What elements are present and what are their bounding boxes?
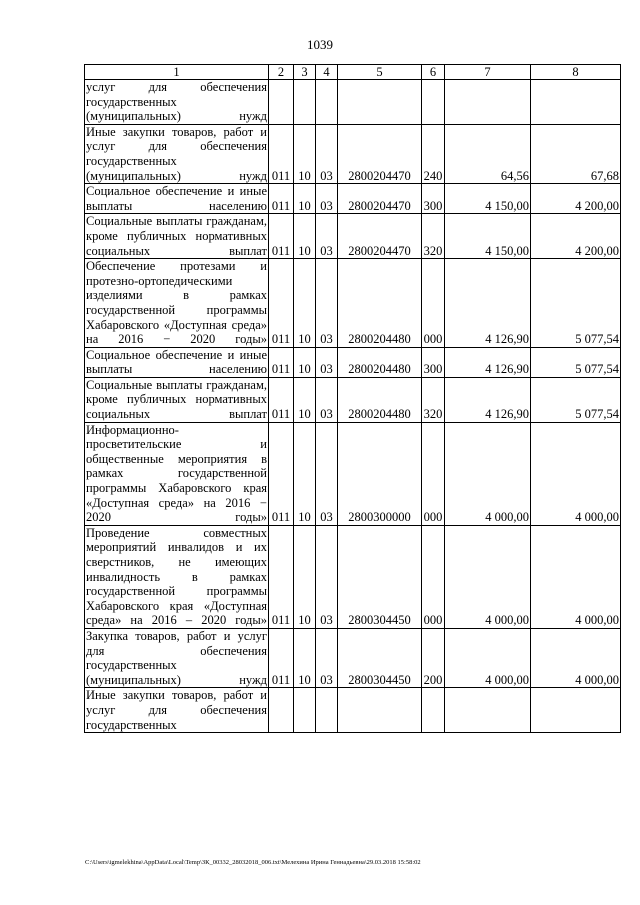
cell-expense-type: 000 xyxy=(422,525,445,628)
column-header: 3 xyxy=(294,65,316,80)
cell-ministry-code: 011 xyxy=(269,525,294,628)
table-header-row xyxy=(85,65,621,80)
table-row xyxy=(85,124,621,183)
cell-subsection: 03 xyxy=(316,214,338,259)
cell-expense-type xyxy=(422,80,445,125)
cell-expense-type: 300 xyxy=(422,184,445,214)
cell-subsection: 03 xyxy=(316,422,338,525)
cell-amount-year1: 4 126,90 xyxy=(445,347,531,377)
cell-target-article: 2800304450 xyxy=(338,628,422,687)
cell-name: Закупка товаров, работ и услуг для обеспечения государственных (муниципальных) нужд xyxy=(86,628,267,687)
cell-ministry-code xyxy=(269,688,294,733)
file-path-footer: C:\Users\igmelekhina\AppData\Local\Temp\ЗК_00332_28032018_006.txt\Мелехина Ирина Геннадьевна\29.03.2018 15:58:02 xyxy=(85,859,421,866)
cell-ministry-code: 011 xyxy=(269,124,294,183)
cell-subsection: 03 xyxy=(316,184,338,214)
cell-expense-type: 000 xyxy=(422,259,445,348)
cell-amount-year1: 4 150,00 xyxy=(445,214,531,259)
cell-amount-year2: 5 077,54 xyxy=(531,259,621,348)
column-header: 1 xyxy=(85,65,269,80)
cell-section: 10 xyxy=(294,628,316,687)
cell-amount-year1: 4 126,90 xyxy=(445,259,531,348)
cell-expense-type: 000 xyxy=(422,422,445,525)
cell-target-article xyxy=(338,80,422,125)
column-header: 6 xyxy=(422,65,445,80)
page-number: 1039 xyxy=(307,37,333,52)
cell-target-article: 2800204480 xyxy=(338,347,422,377)
cell-amount-year2: 4 200,00 xyxy=(531,184,621,214)
cell-target-article xyxy=(338,688,422,733)
column-header: 7 xyxy=(445,65,531,80)
cell-name: Проведение совместных мероприятий инвалидов и их сверстников, не имеющих инвалидность в рамках государственной программы Хабаровского края «Доступная среда» на 2016 – 2020 годы» xyxy=(86,525,267,628)
table-row xyxy=(85,80,621,125)
cell-target-article: 2800300000 xyxy=(338,422,422,525)
cell-name: Информационно-просветительские и общественные мероприятия в рамках государственной программы Хабаровского края «Доступная среда» на 2016 − 2020 годы» xyxy=(86,422,267,525)
cell-expense-type xyxy=(422,688,445,733)
cell-subsection: 03 xyxy=(316,377,338,422)
cell-amount-year1 xyxy=(445,688,531,733)
cell-ministry-code: 011 xyxy=(269,214,294,259)
cell-target-article: 2800204470 xyxy=(338,214,422,259)
cell-ministry-code: 011 xyxy=(269,422,294,525)
cell-subsection: 03 xyxy=(316,347,338,377)
cell-expense-type: 300 xyxy=(422,347,445,377)
table-row xyxy=(85,688,621,733)
column-header: 2 xyxy=(269,65,294,80)
cell-name: Обеспечение протезами и протезно-ортопедическими изделиями в рамках государственной программы Хабаровского «Доступная среда» на 2016 − 2020 годы» xyxy=(86,259,267,347)
cell-amount-year2: 5 077,54 xyxy=(531,347,621,377)
cell-name: Социальное обеспечение и иные выплаты населению xyxy=(86,347,267,377)
cell-amount-year2: 5 077,54 xyxy=(531,377,621,422)
cell-amount-year1: 4 126,90 xyxy=(445,377,531,422)
cell-ministry-code: 011 xyxy=(269,259,294,348)
cell-section: 10 xyxy=(294,525,316,628)
cell-name: услуг для обеспечения государственных (муниципальных) нужд xyxy=(86,80,267,124)
cell-section: 10 xyxy=(294,347,316,377)
cell-amount-year2 xyxy=(531,688,621,733)
cell-subsection: 03 xyxy=(316,525,338,628)
budget-table xyxy=(84,64,621,733)
cell-subsection xyxy=(316,80,338,125)
cell-name: Социальные выплаты гражданам, кроме публичных нормативных социальных выплат xyxy=(86,214,267,258)
cell-target-article: 2800204480 xyxy=(338,259,422,348)
table-row xyxy=(85,214,621,259)
cell-section xyxy=(294,80,316,125)
cell-ministry-code xyxy=(269,80,294,125)
cell-subsection: 03 xyxy=(316,124,338,183)
cell-ministry-code: 011 xyxy=(269,184,294,214)
table-row xyxy=(85,628,621,687)
cell-section xyxy=(294,688,316,733)
table-row xyxy=(85,184,621,214)
cell-section: 10 xyxy=(294,124,316,183)
cell-amount-year1: 4 000,00 xyxy=(445,525,531,628)
column-header: 4 xyxy=(316,65,338,80)
cell-target-article: 2800204470 xyxy=(338,124,422,183)
cell-ministry-code: 011 xyxy=(269,377,294,422)
cell-expense-type: 240 xyxy=(422,124,445,183)
cell-expense-type: 320 xyxy=(422,377,445,422)
cell-amount-year2: 4 000,00 xyxy=(531,422,621,525)
table-body xyxy=(85,80,621,733)
cell-amount-year2: 4 000,00 xyxy=(531,525,621,628)
cell-amount-year1: 64,56 xyxy=(445,124,531,183)
cell-subsection: 03 xyxy=(316,259,338,348)
cell-ministry-code: 011 xyxy=(269,628,294,687)
cell-subsection xyxy=(316,688,338,733)
cell-ministry-code: 011 xyxy=(269,347,294,377)
cell-name: Иные закупки товаров, работ и услуг для обеспечения государственных xyxy=(86,688,267,732)
cell-amount-year1 xyxy=(445,80,531,125)
cell-section: 10 xyxy=(294,259,316,348)
cell-amount-year1: 4 150,00 xyxy=(445,184,531,214)
cell-name: Иные закупки товаров, работ и услуг для обеспечения государственных (муниципальных) нужд xyxy=(86,124,267,183)
cell-subsection: 03 xyxy=(316,628,338,687)
column-header: 8 xyxy=(531,65,621,80)
table-row xyxy=(85,525,621,628)
cell-name: Социальное обеспечение и иные выплаты населению xyxy=(86,184,267,213)
table-row xyxy=(85,347,621,377)
table-row xyxy=(85,259,621,348)
cell-section: 10 xyxy=(294,184,316,214)
cell-amount-year2: 4 000,00 xyxy=(531,628,621,687)
cell-expense-type: 320 xyxy=(422,214,445,259)
cell-amount-year1: 4 000,00 xyxy=(445,422,531,525)
cell-amount-year2 xyxy=(531,80,621,125)
cell-amount-year2: 67,68 xyxy=(531,124,621,183)
cell-amount-year2: 4 200,00 xyxy=(531,214,621,259)
cell-name: Социальные выплаты гражданам, кроме публичных нормативных социальных выплат xyxy=(86,377,267,422)
cell-target-article: 2800204480 xyxy=(338,377,422,422)
column-header: 5 xyxy=(338,65,422,80)
cell-expense-type: 200 xyxy=(422,628,445,687)
table-row xyxy=(85,377,621,422)
table-row xyxy=(85,422,621,525)
cell-section: 10 xyxy=(294,214,316,259)
cell-amount-year1: 4 000,00 xyxy=(445,628,531,687)
cell-section: 10 xyxy=(294,422,316,525)
cell-section: 10 xyxy=(294,377,316,422)
cell-target-article: 2800304450 xyxy=(338,525,422,628)
cell-target-article: 2800204470 xyxy=(338,184,422,214)
